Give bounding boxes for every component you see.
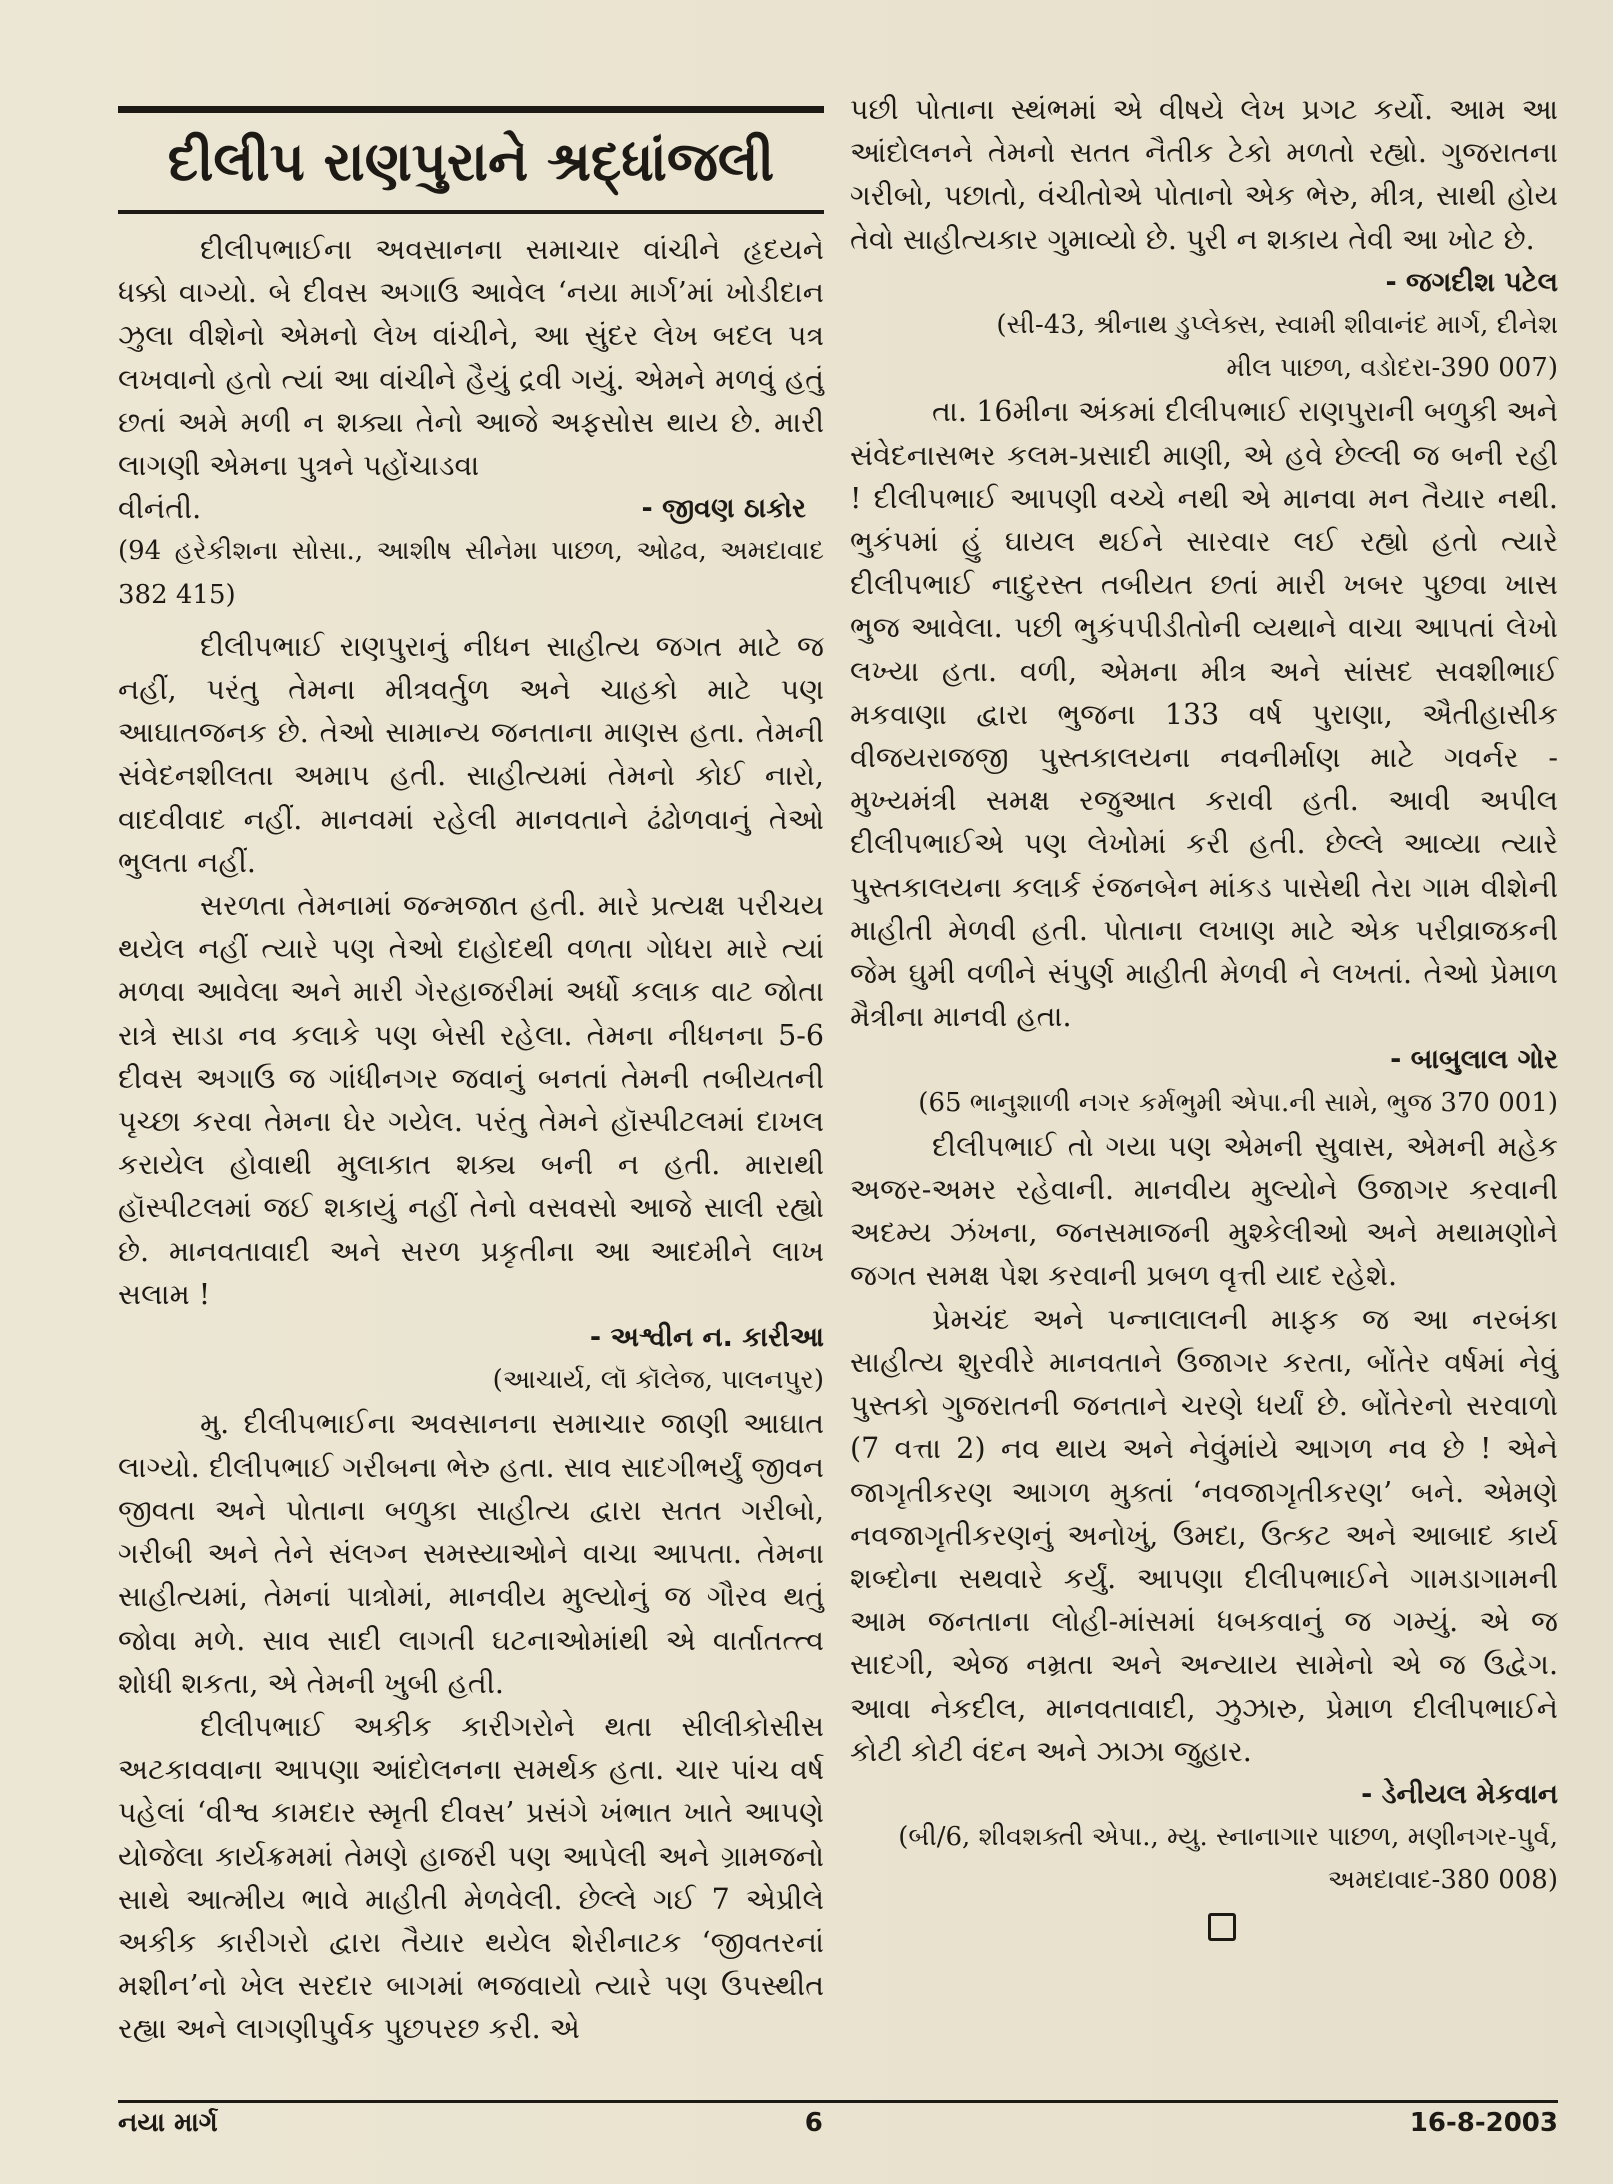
letter1-signature: - જીવણ ઠાકોર: [641, 493, 806, 525]
letter3-address-line-1: (સી-43, શ્રીનાથ ડુપ્લેક્સ, સ્વામી શીવાનંદ માર્ગ, દીનેશ: [996, 310, 1558, 341]
left-column: [118, 228, 824, 2051]
letter3-address-line-2: મીલ પાછળ, વડોદરા-390 007): [1226, 353, 1558, 384]
letter2-address: (આચાર્ય, લૉ કૉલેજ, પાલનપુર): [492, 1365, 824, 1396]
letter5-paragraph-1: દીલીપભાઈ તો ગયા પણ એમની સુવાસ, એમની મહેક અજર-અમર રહેવાની. માનવીય મુલ્યોને ઉજાગર કરવાની અદમ્ય ઝંખના, જનસમાજની મુશ્કેલીઓ અને મથામણોને જગત સમક્ષ પેશ કરવાની પ્રબળ વૃત્તી યાદ રહેશે.: [850, 1129, 1558, 1293]
letter4-body: તા. 16મીના અંકમાં દીલીપભાઈ રાણપુરાની બળુકી અને સંવેદનાસભર કલમ-પ્રસાદી માણી, એ હવે છેલ્લી જ બની રહી ! દીલીપભાઈ આપણી વચ્ચે નથી એ માનવા મન તૈયાર નથી. ભુકંપમાં હું ઘાયલ થઈને સારવાર લઈ રહ્યો હતો ત્યારે દીલીપભાઈ નાદુરસ્ત તબીયત છતાં મારી ખબર પુછવા ખાસ ભુજ આવેલા. પછી ભુકંપપીડીતોની વ્યથાને વાચા આપતાં લેખો લખ્યા હતા. વળી, એમના મીત્ર અને સાંસદ સવશીભાઈ મકવાણા દ્વારા ભુજના 133 વર્ષ પુરાણા, ઐતીહાસીક વીજયરાજજી પુસ્તકાલયના નવનીર્માણ માટે ગવર્નર - મુખ્યમંત્રી સમક્ષ રજુઆત કરાવી હતી. આવી અપીલ દીલીપભાઈએ પણ લેખોમાં કરી હતી. છેલ્લે આવ્યા ત્યારે પુસ્તકાલયના કલાર્ક રંજનબેન માંકડ પાસેથી તેરા ગામ વીશેની માહીતી મેળવી હતી. પોતાના લખાણ માટે એક પરીવ્રાજકની જેમ ઘુમી વળીને સંપુર્ણ માહીતી મેળવી ને લખતાં. તેઓ પ્રેમાળ મૈત્રીના માનવી હતા.: [850, 395, 1558, 1034]
letter1-last-line: વીનંતી.: [118, 492, 202, 526]
letter4-signature: - બાબુલાલ ગોર: [1390, 1044, 1558, 1076]
letter2-paragraph-1: દીલીપભાઈ રાણપુરાનું નીધન સાહીત્ય જગત માટે જ નહીં, પરંતુ તેમના મીત્રવર્તુળ અને ચાહકો માટે પણ આઘાતજનક છે. તેઓ સામાન્ય જનતાના માણસ હતા. તેમની સંવેદનશીલતા અમાપ હતી. સાહીત્યમાં તેમનો કોઈ નારો, વાદવીવાદ નહીં. માનવમાં રહેલી માનવતાને ઢંઢોળવાનું તેઓ ભુલતા નહીં.: [118, 629, 824, 879]
letter2-paragraph-2: સરળતા તેમનામાં જન્મજાત હતી. મારે પ્રત્યક્ષ પરીચય થયેલ નહીં ત્યારે પણ તેઓ દાહોદથી વળતા ગોધરા મારે ત્યાં મળવા આવેલા અને મારી ગેરહાજરીમાં અર્ધો કલાક વાટ જોતા રાત્રે સાડા નવ કલાકે પણ બેસી રહેલા. તેમના નીધનના 5-6 દીવસ અગાઉ જ ગાંધીનગર જવાનું બનતાં તેમની તબીયતની પૃચ્છા કરવા તેમના ઘેર ગયેલ. પરંતુ તેમને હૉસ્પીટલમાં દાખલ કરાયેલ હોવાથી મુલાકાત શક્ય બની ન હતી. મારાથી હૉસ્પીટલમાં જઈ શકાયું નહીં તેનો વસવસો આજે સાલી રહ્યો છે. માનવતાવાદી અને સરળ પ્રકૃતીના આ આદમીને લાખ સલામ !: [118, 889, 824, 1311]
title-bottom-rule: [118, 210, 824, 214]
letter5-paragraph-2: પ્રેમચંદ અને પન્નાલાલની માફક જ આ નરબંકા સાહીત્ય શુરવીરે માનવતાને ઉજાગર કરતા, બોંતેર વર્ષમાં નેવું પુસ્તકો ગુજરાતની જનતાને ચરણે ધર્યાં છે. બોંતેરનો સરવાળો (7 વત્તા 2) નવ થાય અને નેવુંમાંયે આગળ નવ છે ! એને જાગૃતીકરણ આગળ મુક્તાં ‘નવજાગૃતીકરણ’ બને. એમણે નવજાગૃતીકરણનું અનોખું, ઉમદા, ઉત્કટ અને આબાદ કાર્ય શબ્દોના સથવારે કર્યું. આપણા દીલીપભાઈને ગામડાગામની આમ જનતાના લોહી-માંસમાં ધબકવાનું જ ગમ્યું. એ જ સાદગી, એજ નમ્રતા અને અન્યાય સામેનો એ જ ઉદ્વેગ. આવા નેકદીલ, માનવતાવાદી, ઝુઝારુ, પ્રેમાળ દીલીપભાઈને કોટી કોટી વંદન અને ઝાઝા જુહાર.: [850, 1302, 1558, 1768]
title-top-rule: [118, 106, 824, 113]
letter3-signature: - જગદીશ પટેલ: [1385, 266, 1558, 298]
letter1-closing: [118, 487, 824, 530]
footer-rule: [118, 2100, 1558, 2103]
letter2-signature: - અશ્વીન ન. કારીઆ: [589, 1322, 824, 1354]
right-column: [850, 88, 1558, 1941]
letter5-address-line-1: (બી/6, શીવશક્તી એપા., મ્યુ. સ્નાનાગાર પાછળ, મણીનગર-પુર્વ,: [898, 1822, 1558, 1853]
article-title: દીલીપ રાણપુરાને શ્રદ્ધાંજલી: [167, 130, 775, 193]
letter3-paragraph-2: દીલીપભાઈ અકીક કારીગરોને થતા સીલીકોસીસ અટકાવવાના આપણા આંદોલનના સમર્થક હતા. ચાર પાંચ વર્ષ પહેલાં ‘વીશ્વ કામદાર સ્મૃતી દીવસ’ પ્રસંગે ખંભાત ખાતે આપણે યોજેલા કાર્યક્રમમાં તેમણે હાજરી પણ આપેલી અને ગ્રામજનો સાથે આત્મીય ભાવે માહીતી મેળવેલી. છેલ્લે ગઈ 7 એપ્રીલે અકીક કારીગરો દ્વારા તૈયાર થયેલ શેરીનાટક ‘જીવતરનાં મશીન’નો ખેલ સરદાર બાગમાં ભજવાયો ત્યારે પણ ઉપસ્થીત રહ્યા અને લાગણીપુર્વક પુછપરછ કરી. એ: [118, 1709, 824, 2046]
page-footer: [118, 2108, 1558, 2139]
letter1-body: દીલીપભાઈના અવસાનના સમાચાર વાંચીને હૃદયને ધક્કો વાગ્યો. બે દીવસ અગાઉ આવેલ ‘નયા માર્ગ’માં ખોડીદાન ઝુલા વીશેનો એમનો લેખ વાંચીને, આ સુંદર લેખ બદલ પત્ર લખવાનો હતો ત્યાં આ વાંચીને હૈયું દ્રવી ગયું. એમને મળવું હતું છતાં અમે મળી ન શક્યા તેનો આજે અફસોસ થાય છે. મારી લાગણી એમના પુત્રને પહોંચાડવા: [118, 233, 824, 483]
letter3-continued: પછી પોતાના સ્થંભમાં એ વીષયે લેખ પ્રગટ કર્યો. આમ આ આંદોલનને તેમનો સતત નૈતીક ટેકો મળતો રહ્યો. ગુજરાતના ગરીબો, પછાતો, વંચીતોએ પોતાનો એક ભેરુ, મીત્ર, સાથી હોય તેવો સાહીત્યકાર ગુમાવ્યો છે. પુરી ન શકાય તેવી આ ખોટ છે.: [850, 93, 1558, 256]
footer-date: 16-8-2003: [1409, 2108, 1558, 2138]
letter5-signature: - ડેનીયલ મેકવાન: [1361, 1778, 1558, 1810]
footer-publication: નયા માર્ગ: [118, 2108, 218, 2138]
letter5-address-line-2: અમદાવાદ-380 008): [1327, 1865, 1558, 1896]
letter4-address: (65 ભાનુશાળી નગર કર્મભુમી એપા.ની સામે, ભુજ 370 001): [918, 1087, 1558, 1118]
article-end-mark: [1208, 1913, 1236, 1941]
letter3-paragraph-1: મુ. દીલીપભાઈના અવસાનના સમાચાર જાણી આઘાત લાગ્યો. દીલીપભાઈ ગરીબના ભેરુ હતા. સાવ સાદગીભર્યું જીવન જીવતા અને પોતાના બળુકા સાહીત્ય દ્વારા સતત ગરીબો, ગરીબી અને તેને સંલગ્ન સમસ્યાઓને વાચા આપતા. તેમના સાહીત્યમાં, તેમનાં પાત્રોમાં, માનવીય મુલ્યોનું જ ગૌરવ થતું જોવા મળે. સાવ સાદી લાગતી ઘટનાઓમાંથી એ વાર્તાતત્ત્વ શોધી શકતા, એ તેમની ખુબી હતી.: [118, 1407, 824, 1700]
letter1-address: (94 હરેકીશના સોસા., આશીષ સીનેમા પાછળ, ઓઢવ, અમદાવાદ 382 415): [118, 536, 824, 610]
footer-page-number: 6: [804, 2108, 823, 2138]
